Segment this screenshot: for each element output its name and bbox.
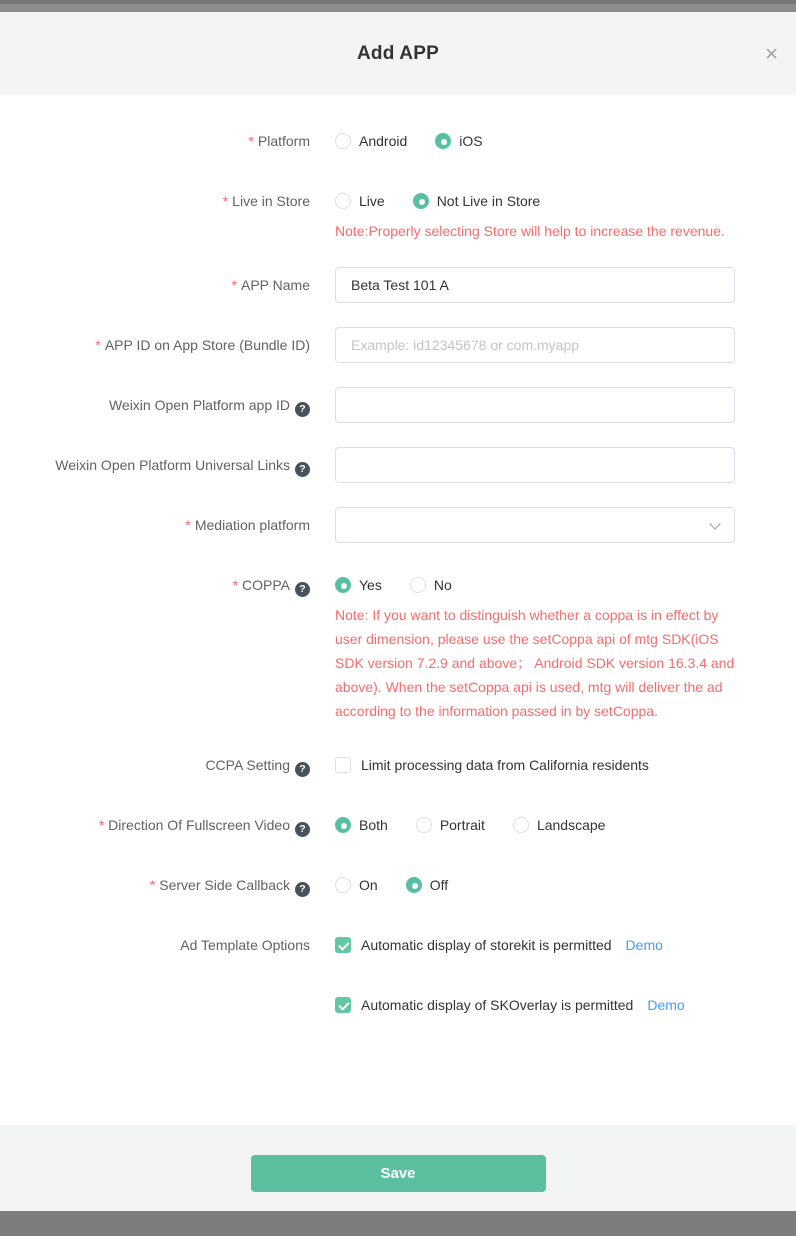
radio-selected-icon [413,193,429,209]
form-row-server-callback [0,873,796,897]
app-name-label: * APP Name [231,277,310,293]
help-icon[interactable]: ? [295,822,310,837]
form-row-live-in-store [0,189,796,243]
ad-template-label: Ad Template Options [180,937,310,953]
radio-coppa-no[interactable]: No [410,577,452,593]
required-asterisk: * [222,193,229,209]
form-row-app-id [0,327,796,363]
radio-android[interactable]: Android [335,133,407,149]
required-asterisk: * [185,517,191,533]
skoverlay-demo-link[interactable]: Demo [647,997,685,1013]
weixin-app-id-input[interactable] [335,387,735,423]
ccpa-label: CCPA Setting ? [0,753,310,777]
platform-label: * Platform [248,133,310,149]
window-top-bar [0,0,796,12]
storekit-option [335,933,735,957]
coppa-note: Note: If you want to distinguish whether a coppa is in effect by user dimension, please use the setCoppa api of mtg SDK(iOS SDK version 7.2.9 and above； Android SDK version 16.3.4 and above). When the setCoppa api is used, mtg will deliver the ad according to the information passed in by setCoppa. [335,607,735,719]
radio-selected-icon [406,877,422,893]
form-row-coppa [0,573,796,723]
coppa-label: * COPPA ? [0,573,310,597]
radio-icon [335,193,351,209]
radio-coppa-yes[interactable]: Yes [335,577,382,593]
skoverlay-option [335,993,735,1017]
radio-icon [335,133,351,149]
weixin-app-id-label: Weixin Open Platform app ID ? [0,387,310,423]
form-row-weixin-app-id [0,387,796,423]
radio-live[interactable]: Live [335,193,385,209]
modal-header [0,12,796,95]
radio-direction-landscape[interactable]: Landscape [513,817,606,833]
radio-icon [513,817,529,833]
modal-body [0,95,796,1125]
app-id-input[interactable] [335,327,735,363]
help-icon[interactable]: ? [295,462,310,477]
ccpa-checkbox-label: Limit processing data from California residents [361,757,649,773]
live-in-store-label: * Live in Store [222,193,310,209]
required-asterisk: * [248,133,254,149]
form-row-ad-template [0,933,796,1017]
save-button[interactable]: Save [251,1155,546,1192]
weixin-universal-links-input[interactable] [335,447,735,483]
radio-ios[interactable]: iOS [435,133,482,149]
form-row-app-name [0,267,796,303]
mediation-platform-select[interactable] [335,507,735,543]
radio-selected-icon [435,133,451,149]
app-id-label: * APP ID on App Store (Bundle ID) [95,337,310,353]
required-asterisk: * [231,277,237,293]
radio-selected-icon [335,817,351,833]
radio-direction-portrait[interactable]: Portrait [416,817,485,833]
radio-icon [335,877,351,893]
mediation-platform-label: * Mediation platform [185,517,310,533]
radio-icon [416,817,432,833]
storekit-checkbox[interactable] [335,937,351,953]
form-row-direction [0,813,796,837]
storekit-checkbox-label: Automatic display of storekit is permitted [361,937,612,953]
radio-icon [410,577,426,593]
required-asterisk: * [149,877,156,893]
chevron-down-icon [709,518,720,529]
form-row-mediation-platform [0,507,796,543]
help-icon[interactable]: ? [295,882,310,897]
required-asterisk: * [95,337,101,353]
radio-selected-icon [335,577,351,593]
help-icon[interactable]: ? [295,582,310,597]
live-in-store-note: Note:Properly selecting Store will help to increase the revenue. [335,223,725,239]
close-icon[interactable]: × [765,40,778,66]
help-icon[interactable]: ? [295,762,310,777]
skoverlay-checkbox-label: Automatic display of SKOverlay is permitted [361,997,634,1013]
storekit-demo-link[interactable]: Demo [625,937,663,953]
required-asterisk: * [98,817,105,833]
modal-title: Add APP [357,42,439,64]
radio-not-live[interactable]: Not Live in Store [413,193,541,209]
required-asterisk: * [232,577,239,593]
radio-callback-off[interactable]: Off [406,877,448,893]
weixin-universal-links-label: Weixin Open Platform Universal Links ? [0,447,310,483]
form-row-ccpa [0,753,796,777]
help-icon[interactable]: ? [295,402,310,417]
skoverlay-checkbox[interactable] [335,997,351,1013]
app-name-input[interactable] [335,267,735,303]
radio-callback-on[interactable]: On [335,877,378,893]
direction-label: * Direction Of Fullscreen Video ? [0,813,310,837]
radio-direction-both[interactable]: Both [335,817,388,833]
server-callback-label: * Server Side Callback ? [0,873,310,897]
ccpa-checkbox[interactable] [335,757,351,773]
form-row-weixin-universal-links [0,447,796,483]
window-bottom-bar [0,1211,796,1236]
form-row-platform [0,129,796,153]
modal-footer [0,1125,796,1211]
